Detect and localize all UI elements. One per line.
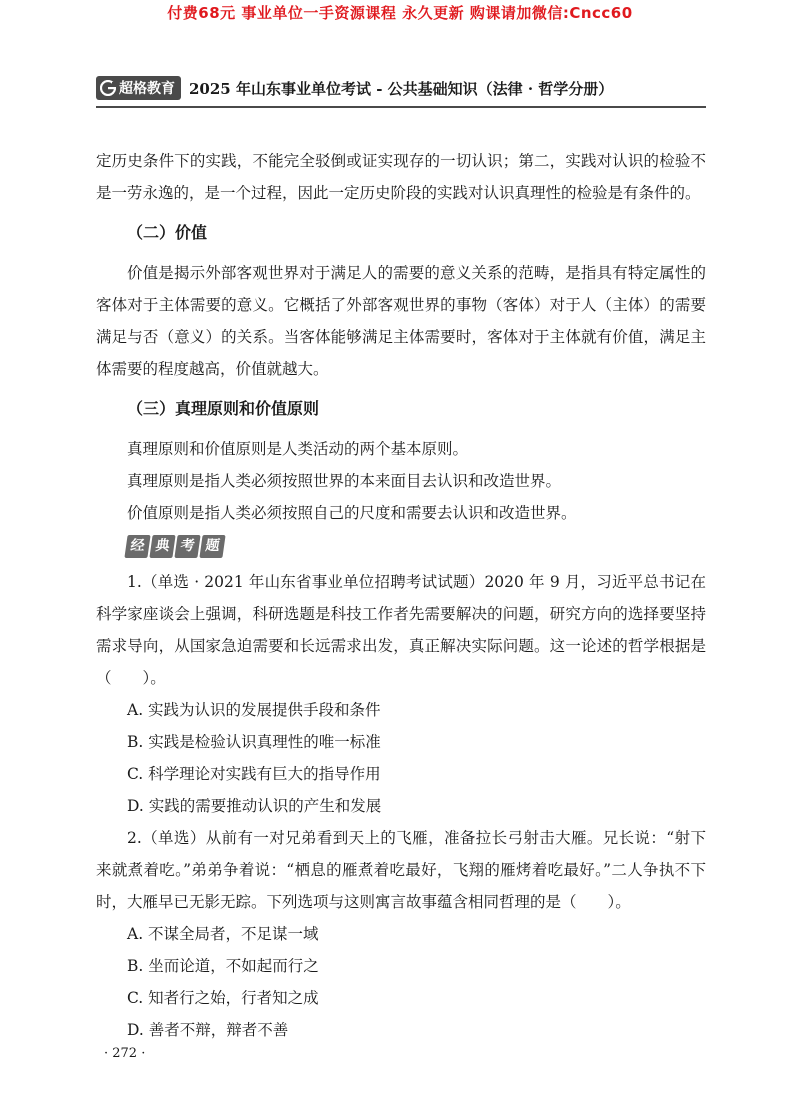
publisher-logo xyxy=(96,76,181,100)
question-option: C. 知者行之始，行者知之成 xyxy=(127,989,319,1007)
logo-text: 超格教育 xyxy=(119,81,175,97)
question-stem: 1.（单选 · 2021 年山东省事业单位招聘考试试题）2020 年 9 月，习近平总书记在科学家座谈会上强调，科研选题是科技工作者先需要解决的问题，研究方向的选择要坚持需求导向，从国家急迫需要和长远需求出发，真正解决实际问题。这一论述的哲学根据是（ ）。 xyxy=(96,573,706,687)
badge-char: 经 xyxy=(124,535,150,558)
question-stem: 2.（单选）从前有一对兄弟看到天上的飞雁，准备拉长弓射击大雁。兄长说：“射下来就煮着吃。”弟弟争着说：“栖息的雁煮着吃最好，飞翔的雁烤着吃最好。”二人争执不下时，大雁早已无影无踪。下列选项与这则寓言故事蕴含相同哲理的是（ ）。 xyxy=(96,829,706,911)
section-heading-principles: （三）真理原则和价值原则 xyxy=(127,399,320,418)
question-option: B. 坐而论道，不如起而行之 xyxy=(127,957,319,975)
value-paragraph: 价值是揭示外部客观世界对于满足人的需要的意义关系的范畴，是指具有特定属性的客体对于主体需要的意义。它概括了外部客观世界的事物（客体）对于人（主体）的需要满足与否（意义）的关系。当客体能够满足主体需要时，客体对于主体就有价值，满足主体需要的程度越高，价值就越大。 xyxy=(96,264,706,378)
logo-g-icon xyxy=(100,80,116,96)
watermark-banner: 付费68元 事业单位一手资源课程 永久更新 购课请加微信:Cncc60 xyxy=(167,4,633,22)
intro-paragraph: 定历史条件下的实践，不能完全驳倒或证实现存的一切认识；第二，实践对认识的检验不是一劳永逸的，是一个过程，因此一定历史阶段的实践对认识真理性的检验是有条件的。 xyxy=(96,152,706,202)
classic-questions-badge xyxy=(126,535,706,558)
badge-char: 典 xyxy=(149,535,175,558)
header-divider xyxy=(96,106,706,108)
question-option: A. 不谋全局者，不足谋一域 xyxy=(127,925,319,943)
principles-line: 价值原则是指人类必须按照自己的尺度和需要去认识和改造世界。 xyxy=(127,504,577,522)
badge-char: 题 xyxy=(199,535,225,558)
principles-line: 真理原则和价值原则是人类活动的两个基本原则。 xyxy=(127,440,469,458)
header-title: 2025 年山东事业单位考试 - 公共基础知识（法律 · 哲学分册） xyxy=(189,79,614,98)
question-option: D. 善者不辩，辩者不善 xyxy=(127,1021,289,1039)
question-option: B. 实践是检验认识真理性的唯一标准 xyxy=(127,733,381,751)
page-content xyxy=(96,145,706,1046)
principles-line: 真理原则是指人类必须按照世界的本来面目去认识和改造世界。 xyxy=(127,472,562,490)
question-option: D. 实践的需要推动认识的产生和发展 xyxy=(127,797,382,815)
question-option: A. 实践为认识的发展提供手段和条件 xyxy=(127,701,381,719)
badge-char: 考 xyxy=(174,535,200,558)
page-header xyxy=(96,74,706,102)
section-heading-value: （二）价值 xyxy=(127,223,208,242)
question-option: C. 科学理论对实践有巨大的指导作用 xyxy=(127,765,381,783)
page-number: · 272 · xyxy=(104,1046,146,1061)
